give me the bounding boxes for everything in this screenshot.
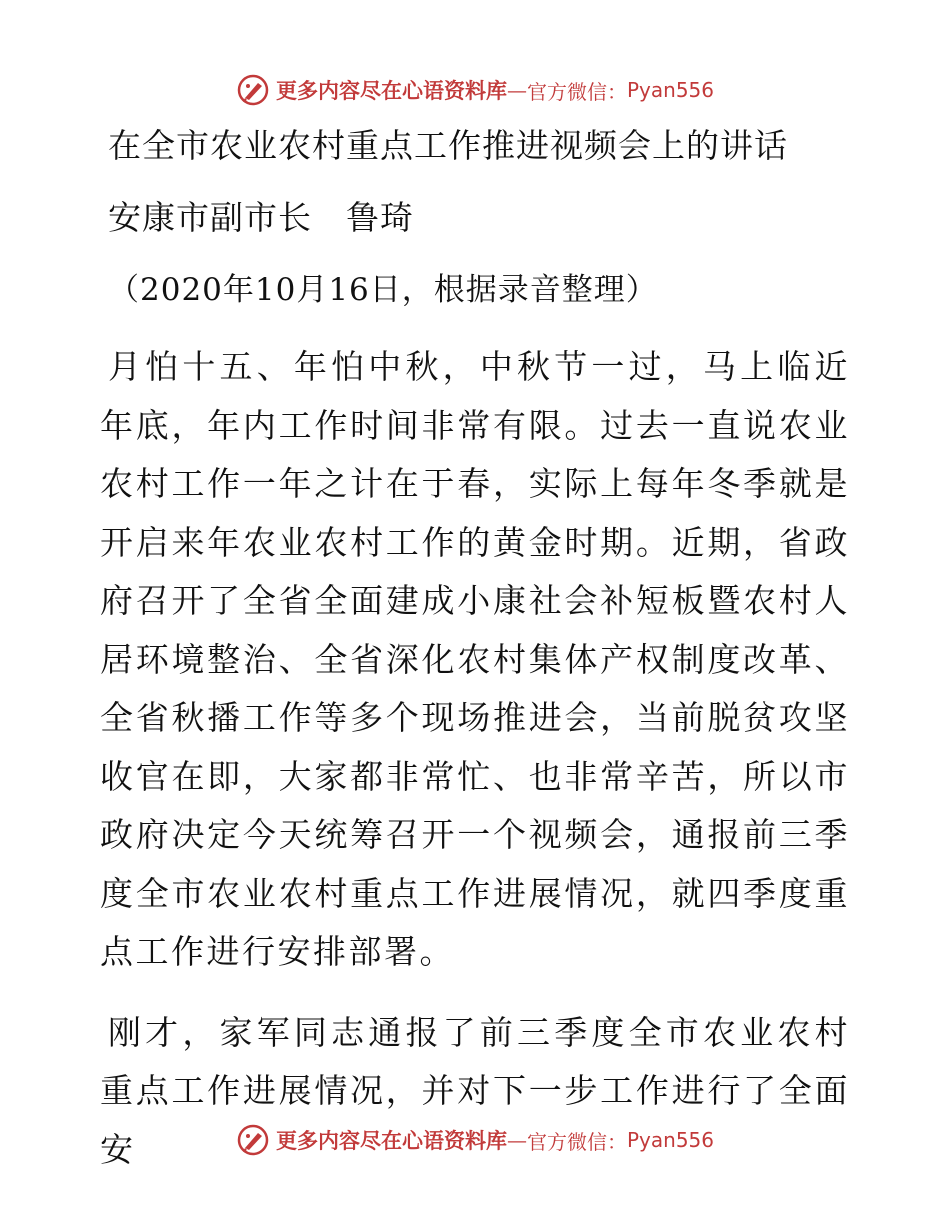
document-body [100, 118, 850, 1179]
paragraph: 刚才，家军同志通报了前三季度全市农业农村重点工作进展情况，并对下一步工作进行了全面安 [100, 1012, 850, 1169]
banner-wechat-handle: Pyan556 [626, 1128, 714, 1152]
banner-site-name: 更多内容尽在心语资料库 [275, 78, 507, 103]
paragraph: 月怕十五、年怕中秋，中秋节一过，马上临近年底，年内工作时间非常有限。过去一直说农业农村工作一年之计在于春，实际上每年冬季就是开启来年农业农村工作的黄金时期。近期，省政府召开了全省全面建成小康社会补短板暨农村人居环境整治、全省深化农村集体产权制度改革、全省秋播工作等多个现场推进会，当前脱贫攻坚收官在即，大家都非常忙、也非常辛苦，所以市政府决定今天统筹召开一个视频会，通报前三季度全市农业农村重点工作进展情况，就四季度重点工作进行安排部署。 [100, 347, 850, 971]
speaker-byline: 安康市副市长 鲁琦 [108, 198, 414, 237]
banner-site-name: 更多内容尽在心语资料库 [275, 1128, 507, 1153]
date-note: （2020年10月16日，根据录音整理） [108, 272, 658, 308]
banner-wechat-handle: Pyan556 [626, 78, 714, 102]
banner-wechat-label: 官方微信： [526, 79, 627, 104]
header-watermark-banner [0, 70, 950, 110]
footer-watermark-banner [0, 1120, 950, 1160]
banner-separator: — [506, 78, 527, 102]
banner-wechat-label: 官方微信： [526, 1129, 627, 1154]
banner-separator: — [506, 1128, 527, 1152]
document-title: 在全市农业农村重点工作推进视频会上的讲话 [108, 126, 788, 165]
pen-logo-icon [236, 1123, 270, 1157]
pen-logo-icon [236, 73, 270, 107]
